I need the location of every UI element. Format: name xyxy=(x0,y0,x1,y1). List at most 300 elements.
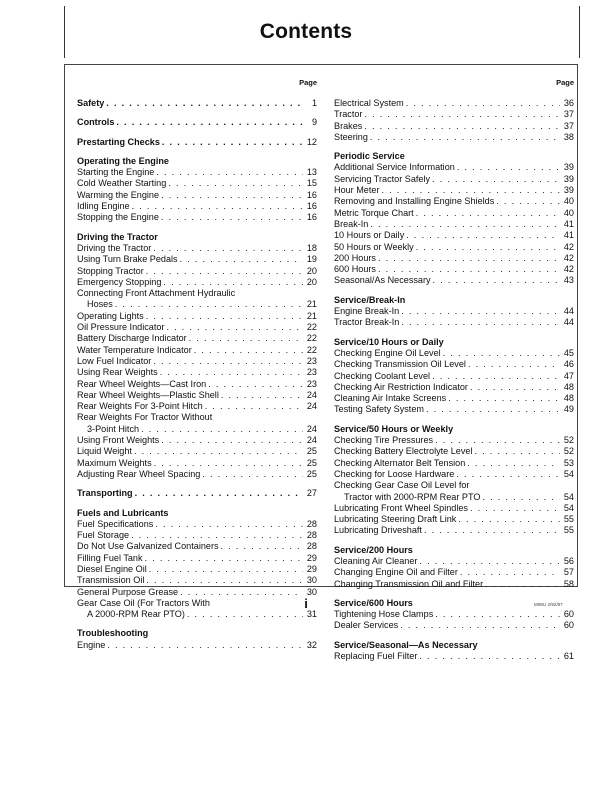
toc-entry-label: 600 Hours xyxy=(334,264,376,275)
toc-entry[interactable] xyxy=(77,333,317,344)
toc-entry-label: Checking Air Restriction Indicator xyxy=(334,381,468,392)
toc-section-heading[interactable] xyxy=(334,640,574,651)
toc-entry[interactable] xyxy=(77,322,317,333)
toc-entry-page: 44 xyxy=(563,317,574,328)
dot-leader xyxy=(448,393,560,404)
toc-entry-label: Fuel Specifications xyxy=(77,518,154,529)
dot-leader xyxy=(134,446,303,457)
dot-leader xyxy=(443,348,560,359)
toc-entry[interactable] xyxy=(334,348,574,359)
toc-entry-page: 57 xyxy=(563,567,574,578)
toc-entry-label: Lubricating Driveshaft xyxy=(334,525,422,536)
dot-leader xyxy=(400,620,560,631)
toc-entry-page: 41 xyxy=(563,230,574,241)
toc-section xyxy=(77,117,317,128)
dot-leader xyxy=(364,109,560,120)
toc-entry[interactable] xyxy=(77,167,317,178)
dot-leader xyxy=(470,382,560,393)
toc-entry-label: 200 Hours xyxy=(334,252,376,263)
dot-leader xyxy=(161,212,303,223)
toc-entry[interactable] xyxy=(334,121,574,132)
toc-entry-label: Warming the Engine xyxy=(77,189,160,200)
toc-section xyxy=(77,137,317,148)
dot-leader xyxy=(146,311,303,322)
toc-entry-label: Do Not Use Galvanized Containers xyxy=(77,541,219,552)
dot-leader xyxy=(132,201,303,212)
dot-leader xyxy=(406,98,560,109)
section-page-number: 12 xyxy=(306,136,317,147)
dot-leader xyxy=(435,435,560,446)
toc-entry[interactable] xyxy=(334,317,574,328)
toc-entry[interactable] xyxy=(334,446,574,457)
toc-entry-label: Testing Safety System xyxy=(334,404,424,415)
dot-leader xyxy=(468,359,560,370)
toc-entry-page: 42 xyxy=(563,264,574,275)
toc-entry[interactable] xyxy=(334,525,574,536)
toc-entry[interactable] xyxy=(77,266,317,277)
dot-leader xyxy=(168,178,303,189)
toc-entry[interactable] xyxy=(334,556,574,567)
dot-leader xyxy=(424,525,560,536)
toc-entry-page: 56 xyxy=(563,555,574,566)
toc-entry-label: Low Fuel Indicator xyxy=(77,355,152,366)
toc-entry[interactable] xyxy=(77,178,317,189)
toc-section xyxy=(77,156,317,224)
toc-section-heading[interactable] xyxy=(77,232,317,243)
toc-entry[interactable] xyxy=(77,401,317,412)
toc-section-heading[interactable] xyxy=(77,117,317,128)
toc-entry-page: 30 xyxy=(306,575,317,586)
dot-leader xyxy=(496,196,560,207)
toc-entry[interactable] xyxy=(77,288,317,299)
document-code: M95U 2/92/97 xyxy=(534,602,563,607)
toc-entry-label: Rear Wheel Weights—Cast Iron xyxy=(77,378,207,389)
toc-entry-page: 48 xyxy=(563,381,574,392)
dot-leader xyxy=(378,264,560,275)
section-page-number: 27 xyxy=(306,488,317,499)
toc-entry[interactable] xyxy=(77,277,317,288)
dot-leader xyxy=(456,469,560,480)
toc-entry-page: 24 xyxy=(306,423,317,434)
toc-entry-label: A 2000-RPM Rear PTO) xyxy=(87,609,185,620)
toc-entry-page: 18 xyxy=(306,242,317,253)
toc-section xyxy=(334,424,574,537)
toc-section-heading[interactable] xyxy=(77,488,317,499)
toc-entry-page: 28 xyxy=(306,530,317,541)
toc-entry-label: Engine xyxy=(77,639,106,650)
toc-entry[interactable] xyxy=(334,359,574,370)
toc-entry-label: Seasonal/As Necessary xyxy=(334,275,431,286)
toc-entry-label: Removing and Installing Engine Shields xyxy=(334,196,495,207)
toc-entry-page: 21 xyxy=(306,310,317,321)
toc-entry-label: Using Rear Weights xyxy=(77,367,158,378)
toc-entry-page: 13 xyxy=(306,167,317,178)
toc-entry[interactable] xyxy=(77,212,317,223)
dot-leader xyxy=(145,553,303,564)
toc-entry-page: 40 xyxy=(563,196,574,207)
toc-entry-page: 40 xyxy=(563,207,574,218)
toc-entry[interactable] xyxy=(334,503,574,514)
toc-entry[interactable] xyxy=(334,196,574,207)
toc-entry-label: Rear Wheel Weights—Plastic Shell xyxy=(77,389,219,400)
toc-entry-label: Cold Weather Starting xyxy=(77,178,167,189)
section-title: Fuels and Lubricants xyxy=(77,507,169,518)
section-page-number: 9 xyxy=(311,117,317,128)
toc-section xyxy=(334,98,574,143)
dot-leader xyxy=(107,640,303,651)
dot-leader xyxy=(153,243,303,254)
toc-entry-label: Stopping Tractor xyxy=(77,265,144,276)
toc-entry[interactable] xyxy=(77,553,317,564)
toc-entry[interactable] xyxy=(77,356,317,367)
toc-entry-label: Tightening Hose Clamps xyxy=(334,609,434,620)
toc-entry[interactable] xyxy=(334,567,574,578)
toc-entry-label: Gear Case Oil (For Tractors With xyxy=(77,597,210,608)
toc-entry-label: Checking Coolant Level xyxy=(334,370,431,381)
toc-entry[interactable] xyxy=(334,435,574,446)
toc-entry[interactable] xyxy=(334,275,574,286)
toc-entry-page: 37 xyxy=(563,109,574,120)
section-title: Driving the Tractor xyxy=(77,231,158,242)
toc-section-heading[interactable] xyxy=(77,98,317,109)
toc-entry-label: Fuel Storage xyxy=(77,530,130,541)
toc-entry[interactable] xyxy=(334,242,574,253)
toc-entry-label: General Purpose Grease xyxy=(77,586,179,597)
dot-leader xyxy=(401,306,560,317)
toc-entry[interactable] xyxy=(334,514,574,525)
dot-leader xyxy=(116,117,303,128)
toc-entry[interactable] xyxy=(334,382,574,393)
toc-entry[interactable] xyxy=(334,492,574,503)
toc-section xyxy=(334,295,574,329)
section-title: Controls xyxy=(77,117,115,128)
section-title: Service/10 Hours or Daily xyxy=(334,336,444,347)
dot-leader xyxy=(205,401,303,412)
dot-leader xyxy=(406,230,560,241)
dot-leader xyxy=(221,390,303,401)
dot-leader xyxy=(460,567,560,578)
toc-entry[interactable] xyxy=(334,98,574,109)
toc-entry[interactable] xyxy=(77,519,317,530)
toc-entry[interactable] xyxy=(334,208,574,219)
dot-leader xyxy=(166,322,303,333)
dot-leader xyxy=(189,333,303,344)
toc-entry-label: Additional Service Information xyxy=(334,162,455,173)
toc-entry-page: 52 xyxy=(563,435,574,446)
dot-leader xyxy=(378,253,560,264)
page-title: Contents xyxy=(259,20,353,43)
toc-entry-label: Tractor Break-In xyxy=(334,317,400,328)
toc-entry[interactable] xyxy=(77,564,317,575)
page-column-header: Page xyxy=(556,78,574,87)
toc-entry-page: 16 xyxy=(306,201,317,212)
toc-entry[interactable] xyxy=(334,651,574,662)
toc-entry[interactable] xyxy=(77,469,317,480)
toc-entry-label: Checking Gear Case Oil Level for xyxy=(334,480,470,491)
toc-entry-page: 60 xyxy=(563,620,574,631)
toc-entry-label: Servicing Tractor Safely xyxy=(334,173,431,184)
page-column-header: Page xyxy=(299,78,317,87)
toc-entry[interactable] xyxy=(77,201,317,212)
toc-entry-page: 23 xyxy=(306,367,317,378)
dot-leader xyxy=(416,208,560,219)
toc-entry[interactable] xyxy=(334,219,574,230)
toc-entry-page: 24 xyxy=(306,389,317,400)
toc-entry-page: 28 xyxy=(306,518,317,529)
toc-entry-page: 22 xyxy=(306,322,317,333)
toc-entry-label: Battery Discharge Indicator xyxy=(77,333,187,344)
toc-entry[interactable] xyxy=(334,109,574,120)
toc-entry-page: 54 xyxy=(563,491,574,502)
toc-entry-label: Rear Weights For Tractor Without xyxy=(77,412,213,423)
toc-entry-page: 48 xyxy=(563,393,574,404)
toc-entry[interactable] xyxy=(334,469,574,480)
toc-entry-page: 25 xyxy=(306,468,317,479)
section-title: Safety xyxy=(77,98,105,108)
toc-entry-label: Stopping the Engine xyxy=(77,212,159,223)
toc-entry[interactable] xyxy=(334,132,574,143)
toc-entry-page: 39 xyxy=(563,185,574,196)
page-number: i xyxy=(304,596,308,611)
toc-entry-page: 30 xyxy=(306,586,317,597)
toc-entry-page: 25 xyxy=(306,457,317,468)
dot-leader xyxy=(154,458,303,469)
toc-entry-label: Liquid Weight xyxy=(77,446,132,457)
toc-entry[interactable] xyxy=(77,379,317,390)
toc-entry-page: 39 xyxy=(563,162,574,173)
toc-entry-label: Oil Pressure Indicator xyxy=(77,322,165,333)
dot-leader xyxy=(370,132,560,143)
toc-entry-page: 49 xyxy=(563,404,574,415)
toc-entry[interactable] xyxy=(334,174,574,185)
toc-entry-page: 60 xyxy=(563,609,574,620)
toc-entry-label: 50 Hours or Weekly xyxy=(334,241,414,252)
toc-entry-label: Starting the Engine xyxy=(77,167,155,178)
dot-leader xyxy=(141,424,303,435)
toc-entry[interactable] xyxy=(334,404,574,415)
toc-section xyxy=(77,488,317,499)
toc-entry[interactable] xyxy=(77,575,317,586)
toc-section-heading[interactable] xyxy=(77,156,317,167)
dot-leader xyxy=(470,503,560,514)
toc-entry-label: Idling Engine xyxy=(77,201,130,212)
toc-entry[interactable] xyxy=(334,162,574,173)
toc-entry-page: 19 xyxy=(306,254,317,265)
toc-entry[interactable] xyxy=(77,243,317,254)
toc-entry-label: Cleaning Air Cleaner xyxy=(334,555,418,566)
toc-entry[interactable] xyxy=(334,264,574,275)
toc-entry[interactable] xyxy=(77,446,317,457)
toc-entry[interactable] xyxy=(334,458,574,469)
section-title: Service/50 Hours or Weekly xyxy=(334,423,454,434)
toc-entry[interactable] xyxy=(334,230,574,241)
toc-entry[interactable] xyxy=(77,345,317,356)
dot-leader xyxy=(131,530,303,541)
toc-section-heading[interactable] xyxy=(77,508,317,519)
dot-leader xyxy=(416,242,560,253)
toc-entry[interactable] xyxy=(334,371,574,382)
toc-entry-page: 36 xyxy=(563,98,574,108)
toc-entry-label: Replacing Fuel Filter xyxy=(334,651,418,662)
toc-section-heading[interactable] xyxy=(334,545,574,556)
toc-entry-page: 22 xyxy=(306,333,317,344)
toc-entry-label: Lubricating Steering Draft Link xyxy=(334,514,457,525)
dot-leader xyxy=(482,492,560,503)
dot-leader xyxy=(106,98,303,109)
toc-entry-label: Metric Torque Chart xyxy=(334,207,414,218)
toc-entry[interactable] xyxy=(77,412,317,423)
dot-leader xyxy=(146,575,303,586)
toc-entry-page: 39 xyxy=(563,173,574,184)
dot-leader xyxy=(155,519,303,530)
toc-entry-label: Rear Weights For 3-Point Hitch xyxy=(77,401,203,412)
toc-entry-label: Checking for Loose Hardware xyxy=(334,468,455,479)
toc-entry-label: Cleaning Air Intake Screens xyxy=(334,393,447,404)
dot-leader xyxy=(162,137,303,148)
toc-entry-label: Maximum Weights xyxy=(77,457,152,468)
toc-section xyxy=(77,232,317,481)
toc-section xyxy=(334,337,574,416)
toc-entry-page: 54 xyxy=(563,468,574,479)
toc-entry-label: Changing Transmission Oil and Filter xyxy=(334,578,484,589)
toc-entry-label: Changing Engine Oil and Filter xyxy=(334,567,458,578)
toc-section-heading[interactable] xyxy=(334,151,574,162)
toc-entry-label: Checking Alternator Belt Tension xyxy=(334,457,466,468)
section-title: Periodic Service xyxy=(334,151,405,162)
dot-leader xyxy=(161,435,303,446)
toc-entry[interactable] xyxy=(77,190,317,201)
section-title: Service/Seasonal—As Necessary xyxy=(334,639,478,650)
toc-entry[interactable] xyxy=(77,541,317,552)
toc-entry-label: Using Turn Brake Pedals xyxy=(77,254,178,265)
toc-entry[interactable] xyxy=(77,435,317,446)
toc-entry-label: Dealer Services xyxy=(334,620,399,631)
toc-section-heading[interactable] xyxy=(334,337,574,348)
dot-leader xyxy=(364,121,560,132)
toc-entry-page: 16 xyxy=(306,212,317,223)
toc-entry[interactable] xyxy=(77,390,317,401)
toc-entry[interactable] xyxy=(334,253,574,264)
toc-entry-label: Break-In xyxy=(334,218,369,229)
dot-leader xyxy=(208,379,303,390)
toc-entry-page: 38 xyxy=(563,131,574,142)
dot-leader xyxy=(161,190,303,201)
toc-entry-label: Diesel Engine Oil xyxy=(77,563,147,574)
toc-entry[interactable] xyxy=(334,185,574,196)
section-title: Prestarting Checks xyxy=(77,136,160,147)
toc-entry-label: 3-Point Hitch xyxy=(87,423,140,434)
toc-entry-label: Adjusting Rear Wheel Spacing xyxy=(77,468,201,479)
dot-leader xyxy=(146,266,303,277)
toc-entry[interactable] xyxy=(334,579,574,590)
toc-entry-label: Engine Break-In xyxy=(334,306,400,317)
dot-leader xyxy=(475,446,561,457)
contents-left-column xyxy=(77,76,317,659)
toc-entry-page: 29 xyxy=(306,563,317,574)
dot-leader xyxy=(221,541,303,552)
toc-entry-page: 23 xyxy=(306,355,317,366)
dot-leader xyxy=(370,219,560,230)
dot-leader xyxy=(432,174,560,185)
toc-entry[interactable] xyxy=(334,393,574,404)
toc-entry-label: Checking Transmission Oil Level xyxy=(334,359,466,370)
toc-entry-label: Filling Fuel Tank xyxy=(77,552,143,563)
dot-leader xyxy=(401,317,560,328)
toc-entry-label: Connecting Front Attachment Hydraulic xyxy=(77,288,236,299)
toc-entry-page: 24 xyxy=(306,435,317,446)
toc-section-heading[interactable] xyxy=(77,628,317,639)
section-title: Service/200 Hours xyxy=(334,544,413,555)
toc-entry[interactable] xyxy=(77,311,317,322)
toc-entry-page: 43 xyxy=(563,275,574,286)
toc-entry-label: Brakes xyxy=(334,120,363,131)
toc-entry-page: 37 xyxy=(563,120,574,131)
toc-section-heading[interactable] xyxy=(334,424,574,435)
dot-leader xyxy=(194,345,303,356)
dot-leader xyxy=(433,275,560,286)
toc-entry[interactable] xyxy=(77,367,317,378)
toc-entry-page: 25 xyxy=(306,446,317,457)
toc-entry[interactable] xyxy=(77,640,317,651)
dot-leader xyxy=(419,651,560,662)
toc-entry-label: Lubricating Front Wheel Spindles xyxy=(334,502,468,513)
section-page-number: 1 xyxy=(311,98,317,108)
toc-entry[interactable] xyxy=(77,530,317,541)
toc-entry-page: 28 xyxy=(306,541,317,552)
contents-right-column xyxy=(334,76,574,670)
section-title: Service/600 Hours xyxy=(334,597,413,608)
dot-leader xyxy=(156,167,303,178)
toc-entry-label: Using Front Weights xyxy=(77,435,160,446)
dot-leader xyxy=(485,579,560,590)
toc-entry[interactable] xyxy=(77,299,317,310)
toc-entry[interactable] xyxy=(334,306,574,317)
dot-leader xyxy=(419,556,560,567)
toc-entry-label: Hour Meter xyxy=(334,185,380,196)
toc-section-heading[interactable] xyxy=(334,295,574,306)
toc-entry-page: 52 xyxy=(563,446,574,457)
dot-leader xyxy=(135,488,303,499)
toc-entry[interactable] xyxy=(334,620,574,631)
section-title: Operating the Engine xyxy=(77,155,169,166)
toc-entry-label: Water Temperature Indicator xyxy=(77,344,192,355)
toc-entry[interactable] xyxy=(77,254,317,265)
toc-entry-label: Hoses xyxy=(87,299,113,310)
section-title: Troubleshooting xyxy=(77,628,149,639)
toc-entry-label: Checking Tire Pressures xyxy=(334,435,434,446)
toc-entry-page: 20 xyxy=(306,265,317,276)
toc-entry-page: 41 xyxy=(563,218,574,229)
toc-entry[interactable] xyxy=(77,458,317,469)
toc-section xyxy=(334,640,574,663)
toc-section-heading[interactable] xyxy=(77,137,317,148)
toc-entry[interactable] xyxy=(77,424,317,435)
toc-entry-label: Driving the Tractor xyxy=(77,242,152,253)
toc-entry-page: 21 xyxy=(306,299,317,310)
toc-entry-page: 46 xyxy=(563,359,574,370)
toc-entry-label: 10 Hours or Daily xyxy=(334,230,405,241)
toc-entry-label: Transmission Oil xyxy=(77,575,145,586)
dot-leader xyxy=(458,514,560,525)
toc-entry-page: 42 xyxy=(563,252,574,263)
toc-entry[interactable] xyxy=(334,480,574,491)
toc-entry-label: Operating Lights xyxy=(77,310,144,321)
toc-entry-page: 22 xyxy=(306,344,317,355)
toc-entry-page: 20 xyxy=(306,276,317,287)
toc-section xyxy=(77,628,317,651)
dot-leader xyxy=(432,371,560,382)
toc-section xyxy=(334,545,574,590)
